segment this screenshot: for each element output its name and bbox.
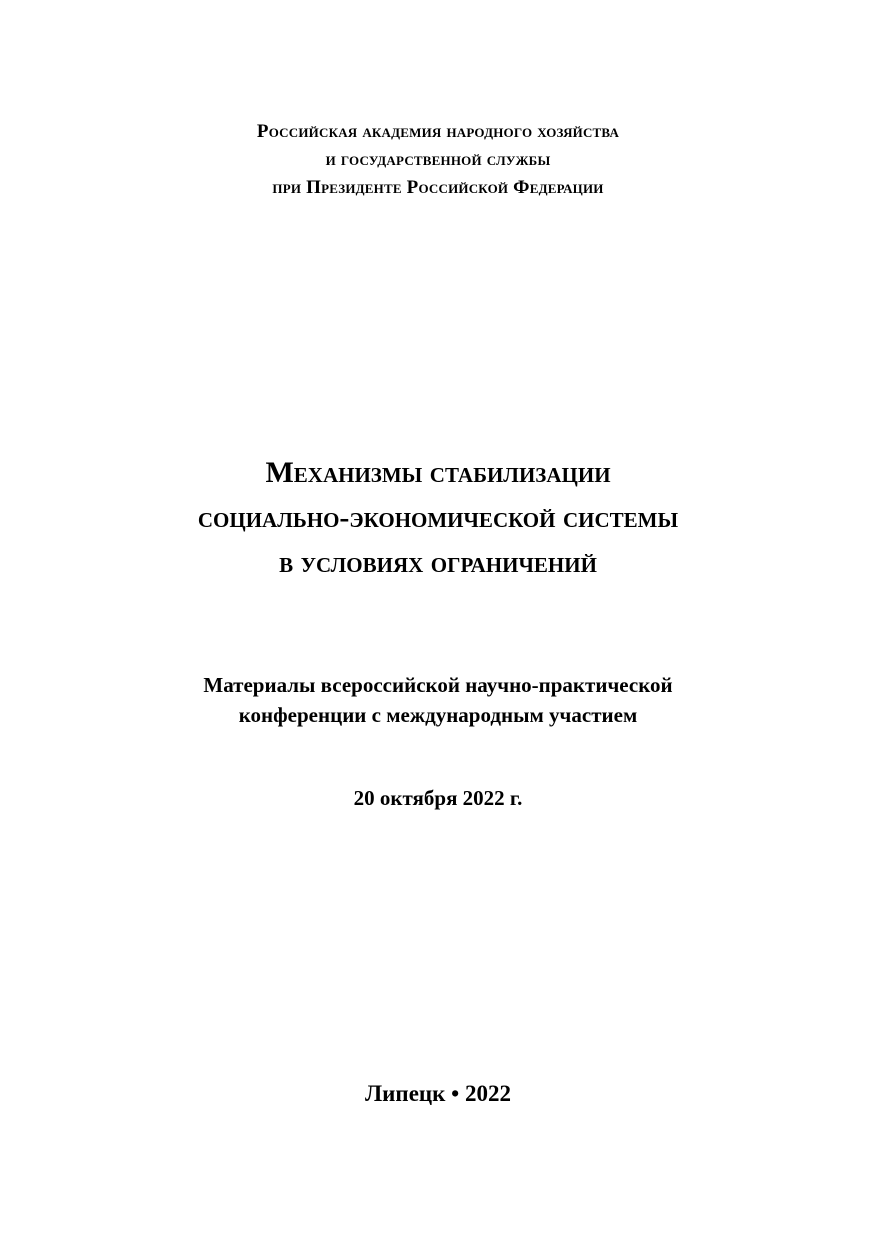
organization-line: и государственной службы <box>325 149 551 170</box>
document-subtitle <box>0 670 876 730</box>
title-line: социально-экономической системы <box>197 501 679 534</box>
organization-header <box>0 118 876 202</box>
document-title <box>0 450 876 585</box>
organization-line: при Президенте Российской Федерации <box>272 177 604 198</box>
subtitle-line: Материалы всероссийской научно-практической <box>203 673 673 697</box>
date-text: 20 октября 2022 г. <box>353 786 523 810</box>
imprint-text: Липецк • 2022 <box>365 1081 511 1106</box>
organization-line: Российская академия народного хозяйства <box>256 121 620 142</box>
subtitle-line: конференции с международным участием <box>238 703 638 727</box>
title-line: Механизмы стабилизации <box>265 456 611 489</box>
imprint <box>0 1078 876 1110</box>
conference-date <box>0 783 876 813</box>
title-line: в условиях ограничений <box>279 546 597 579</box>
